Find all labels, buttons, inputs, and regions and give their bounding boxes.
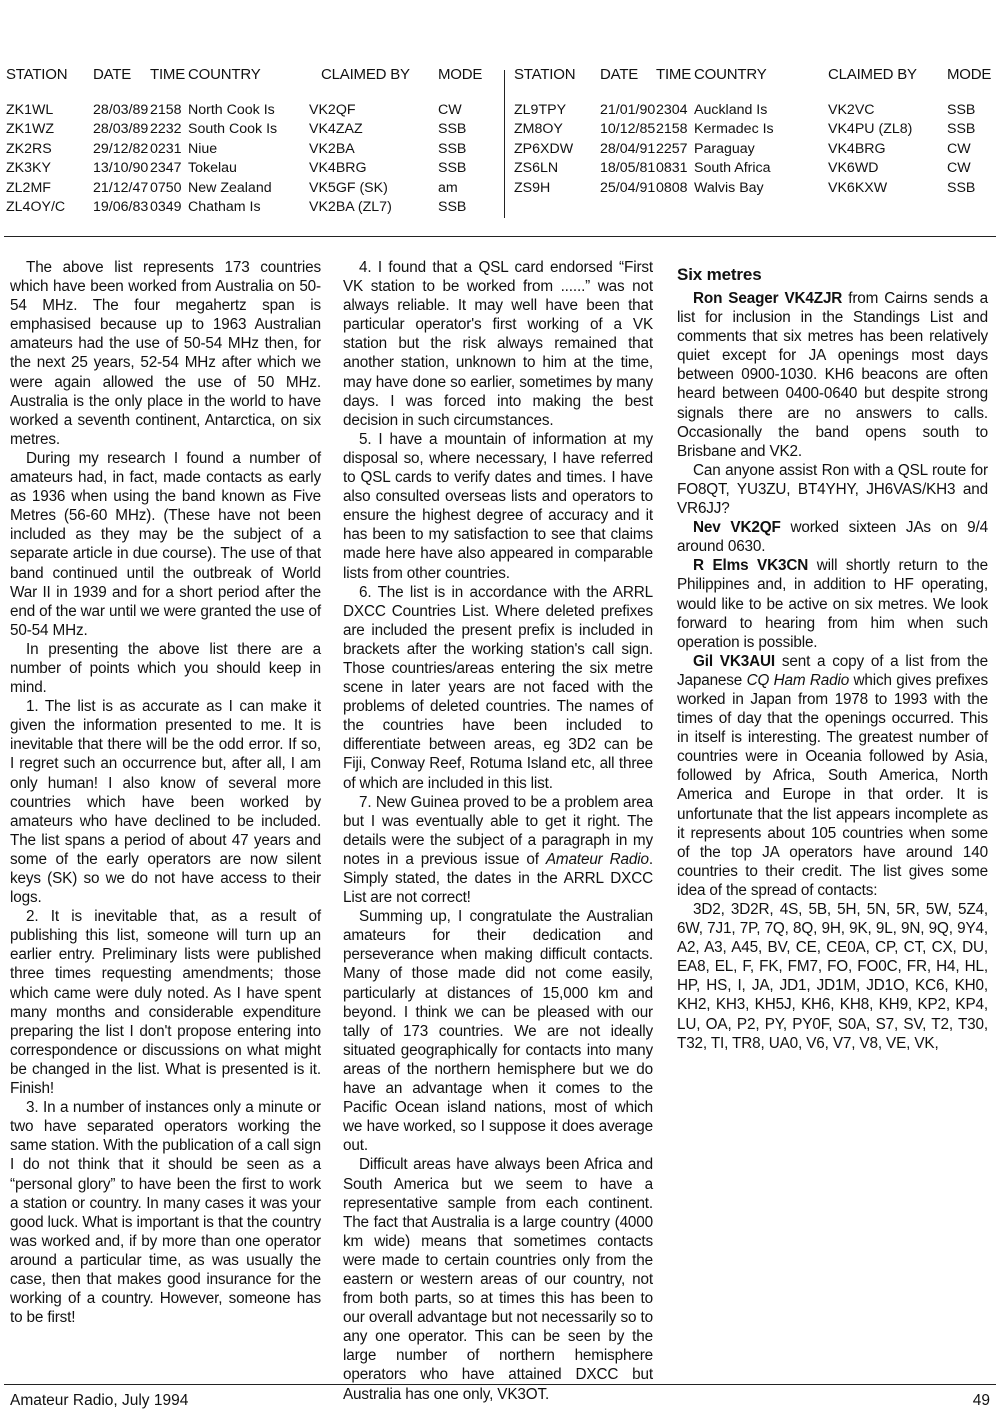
paragraph: [677, 518, 988, 556]
paragraph: 3. In a number of instances only a minute or two have separated operators working the same station. With the publication of a call sign I do not think that it should be seen as a “personal glory” to have been the first to work a station or country. In many cases it was your good luck. What is important is that the country was worked and, if by more than one operator around a particular time, as was usually the case, then that makes good insurance for the working of a country. However, someone has to be first!: [10, 1099, 321, 1327]
cell-mode: CW: [947, 160, 971, 177]
cell-country: Niue: [188, 140, 218, 157]
qso-tables: [6, 66, 996, 232]
table-row: [514, 180, 996, 199]
cell-station: ZS9H: [514, 179, 551, 196]
cell-country: Paraguay: [694, 140, 755, 157]
cell-claimed-by: VK2VC: [828, 102, 875, 118]
operator-name: Gil VK3AUI: [693, 652, 776, 670]
cell-mode: SSB: [947, 121, 976, 138]
cell-claimed-by: VK2QF: [309, 102, 356, 118]
table-row: [6, 121, 496, 140]
table-row: [6, 141, 496, 160]
paragraph: Summing up, I congratulate the Australian amateurs for their dedication and perseverance when making difficult contacts. Many of those made did not come easily, particularly at distances of 15,000 km and beyond. I think we can be pleased with our tally of 173 countries. We are not ideally situated geographically for contacts into many areas of the northern hemisphere but we do have an advantage when it comes to the Pacific Ocean island nations, most of which we have worked, so I suppose it does average out.: [343, 908, 653, 1155]
table-row: [514, 160, 996, 179]
paragraph: [677, 289, 988, 461]
cell-claimed-by: VK4ZAZ: [309, 121, 363, 138]
table-row: [6, 102, 496, 121]
paragraph: 2. It is inevitable that, as a result of publishing this list, someone will turn up an earlier entry. Preliminary lists were published three times requesting amendments; those which came were duly noted. As I have spent many months and considerable expenditure preparing the list I don't propose entering into correspondence or discussions on what might be changed in the list. What is presented is it. Finish!: [10, 908, 321, 1098]
col-station: STATION: [514, 66, 576, 83]
paragraph: 4. I found that a QSL card endorsed “First VK station to be worked from ......” was not always reliable. It may well have been that particular operator's first working of a VK station but the risk always remained that another station, unknown to him at the time, may have done so earlier, sometimes by many days. I was forced into making the best decision in such circumstances.: [343, 259, 653, 429]
cell-time: 2232: [150, 121, 182, 138]
table-row: [514, 121, 996, 140]
paragraph: [343, 793, 653, 908]
cell-mode: SSB: [438, 160, 467, 177]
cell-station: ZM8OY: [514, 121, 563, 138]
cell-date: 29/12/82: [93, 140, 149, 157]
cell-time: 2158: [150, 102, 182, 118]
table-body: [6, 102, 496, 218]
operator-name: Ron Seager VK4ZJR: [693, 290, 843, 307]
col-time: TIME: [656, 66, 692, 83]
cell-time: 2304: [656, 102, 688, 118]
cell-time: 0831: [656, 160, 688, 177]
col-country: COUNTRY: [694, 66, 767, 83]
publication-title: Amateur Radio: [545, 850, 649, 868]
cell-time: 2158: [656, 121, 688, 138]
paragraph: 6. The list is in accordance with the ARRL DXCC Countries List. Where deleted prefixes are included the present prefix is included in brackets after the working station's call sign. Those countries/areas entering the six metre scene in later years are not faced with the problems of deleted countries. The names of the countries have been included to differentiate between areas, eg 3D2 can be Fiji, Conway Reef, Rotuma Island etc, all three of which are included in this list.: [343, 583, 653, 792]
table-row: [6, 180, 496, 199]
cell-station: ZK2RS: [6, 140, 52, 157]
cell-country: Auckland Is: [694, 102, 768, 118]
paragraph: In presenting the above list there are a number of points which you should keep in mind.: [10, 640, 321, 697]
cell-station: ZK3KY: [6, 160, 51, 177]
cell-claimed-by: VK5GF (SK): [309, 179, 388, 196]
footer-divider: [4, 1384, 996, 1385]
cell-date: 21/01/90: [600, 102, 656, 118]
cell-time: 2257: [656, 140, 688, 157]
col-mode: MODE: [438, 66, 483, 83]
cell-station: ZL4OY/C: [6, 198, 66, 215]
cell-claimed-by: VK2BA: [309, 140, 355, 157]
cell-country: New Zealand: [188, 179, 272, 196]
cell-time: 0808: [656, 179, 688, 196]
cell-date: 10/12/85: [600, 121, 656, 138]
table-row: [514, 102, 996, 121]
prefix-list: 3D2, 3D2R, 4S, 5B, 5H, 5N, 5R, 5W, 5Z4, 6W, 7J1, 7P, 7Q, 8Q, 9H, 9K, 9L, 9N, 9Q, 9Y4, A2, A3, A45, BV, CE, CE0A, CP, CT, CX, DU, EA8, EL, F, FK, FM7, FO, FO0C, FR, H4, HL, HP, HS, I, JA, JD1, JD1M, JD1O, KC6, KH0, KH2, KH3, KH5J, KH6, KH8, KH9, KP2, KP4, LU, OA, P2, PY, PY0F, S0A, S7, SV, T2, T30, T32, TI, TR8, UA0, V6, V7, V8, VE, VK,: [677, 901, 988, 1052]
paragraph-text: worked sixteen JAs on 9/4 around 0630.: [677, 519, 988, 556]
column-divider: [504, 70, 505, 218]
cell-date: 21/12/47: [93, 179, 149, 196]
cell-date: 13/10/90: [93, 160, 149, 177]
paragraph-text: from Cairns sends a list for inclusion in the Standings List and comments that six metres has been relatively quiet except for JA openings most days between 0900-1030. KH6 beacons are often heard between 0400-0640 but despite strong signals there are no answers to calls. Occasionally the band opens south to Brisbane and VK2.: [677, 290, 988, 460]
cell-mode: SSB: [438, 121, 467, 138]
cell-time: 0231: [150, 140, 182, 157]
cell-station: ZP6XDW: [514, 140, 574, 157]
cell-mode: SSB: [947, 179, 976, 196]
paragraph-text: which gives prefixes worked in Japan from 1978 to 1993 with the times of day that the openings occurred. This in itself is interesting. The greatest number of countries were in Oceania followed by Asia, followed by Africa, South America, North America and Europe in that order. It is unfortunate that the list appears incomplete as it represents about 105 countries when some of the top JA operators have around 140 countries to their credit. The list gives some idea of the spread of contacts:: [677, 671, 988, 899]
publication-title: CQ Ham Radio: [746, 671, 850, 689]
cell-claimed-by: VK2BA (ZL7): [309, 198, 392, 215]
col-time: TIME: [150, 66, 186, 83]
table-left: [6, 66, 496, 218]
text-column-2: [343, 258, 653, 1404]
page-number: 49: [972, 1392, 990, 1409]
paragraph: [677, 556, 988, 651]
cell-claimed-by: VK4BRG: [309, 160, 367, 177]
cell-country: Tokelau: [188, 160, 237, 177]
paragraph: Can anyone assist Ron with a QSL route for FO8QT, YU3ZU, BT4YHY, JH6VAS/KH3 and VR6JJ?: [677, 461, 988, 518]
text-column-1: [10, 258, 321, 1327]
table-header: [514, 66, 996, 102]
cell-country: Walvis Bay: [694, 179, 764, 196]
operator-name: Nev VK2QF: [693, 519, 781, 537]
cell-time: 0349: [150, 198, 182, 215]
table-header: [6, 66, 496, 102]
paragraph: [677, 652, 988, 900]
paragraph: 1. The list is as accurate as I can make it given the information presented to me. It is inevitable that there will be the odd error. If so, I regret such an occurrence but, after all, I am only human! I also know of several more countries which have been worked by amateurs who have declined to be included. The list spans a period of about 47 years and some of the early operators are now silent keys (SK) so we do not have access to their logs.: [10, 698, 321, 907]
cell-date: 28/03/89: [93, 121, 149, 138]
paragraph: During my research I found a number of amateurs had, in fact, made contacts as early as 1936 when using the band known as Five Metres (56-60 MHz). (These have not been included as they may be the subject of a separate article in due course). The use of that band continued until the outbreak of World War II in 1939 and for a short period after the end of the war until we were granted the use of 50-54 MHz.: [10, 449, 321, 639]
paragraph-text: sent a copy of a list from the Japanese: [677, 652, 988, 689]
col-date: DATE: [600, 66, 639, 83]
table-right: [514, 66, 996, 199]
cell-claimed-by: VK4BRG: [828, 140, 886, 157]
paragraph-text: 7. New Guinea proved to be a problem area but I was eventually able to get it right. The details were the subject of a paragraph in my notes in a previous issue of: [343, 793, 653, 868]
paragraph: The above list represents 173 countries which have been worked from Australia on 50-54 MHz. The four megahertz span is emphasised because up to 1963 Australian amateurs had the use of 50-54 MHz then, for the next 25 years, 52-54 MHz after which we were again allowed the use of 50 MHz. Australia is the only place in the world to have worked a seventh continent, Antarctica, on six metres.: [10, 259, 321, 448]
table-row: [6, 160, 496, 179]
cell-claimed-by: VK6KXW: [828, 179, 888, 196]
cell-date: 28/04/91: [600, 140, 656, 157]
cell-claimed-by: VK6WD: [828, 160, 879, 177]
cell-date: 28/03/89: [93, 102, 149, 118]
table-body: [514, 102, 996, 199]
page-footer: [10, 1392, 990, 1410]
cell-date: 19/06/83: [93, 198, 149, 215]
cell-station: ZK1WL: [6, 102, 54, 118]
paragraph-text: will shortly return to the Philippines and, in addition to HF operating, would like to be active on six metres. We look forward to hearing from him when such operation is possible.: [677, 557, 988, 651]
table-row: [514, 141, 996, 160]
cell-mode: SSB: [438, 198, 467, 215]
cell-claimed-by: VK4PU (ZL8): [828, 121, 913, 138]
cell-mode: CW: [947, 140, 971, 157]
col-claimed-by: CLAIMED BY: [321, 66, 410, 83]
cell-mode: am: [438, 179, 458, 196]
operator-name: R Elms VK3CN: [693, 557, 809, 575]
col-mode: MODE: [947, 66, 992, 83]
cell-date: 25/04/91: [600, 179, 656, 196]
cell-country: South Africa: [694, 160, 771, 177]
paragraph: 5. I have a mountain of information at my disposal so, where necessary, I have referred to QSL cards to verify dates and times. I have also consulted overseas lists and operators to ensure the highest degree of accuracy and it has been to my satisfaction to see that claims made here have also appeared in comparable lists from other countries.: [343, 430, 653, 582]
text-column-3: [677, 258, 988, 1053]
table-row: [6, 199, 496, 218]
cell-time: 2347: [150, 160, 182, 177]
cell-country: South Cook Is: [188, 121, 278, 138]
cell-country: Chatham Is: [188, 198, 261, 215]
col-claimed-by: CLAIMED BY: [828, 66, 917, 83]
section-heading: Six metres: [677, 265, 762, 284]
cell-station: ZS6LN: [514, 160, 559, 177]
col-date: DATE: [93, 66, 132, 83]
publication-name: Amateur Radio, July 1994: [10, 1392, 189, 1409]
paragraph: Difficult areas have always been Africa and South America but we seem to have a representative sample from each continent. The fact that Australia is a large country (4000 km wide) means that sometimes contacts were made to certain countries only from the eastern or western areas of our country, not from both parts, so at times this has been to our overall advantage but not necessarily so to any one operator. This can be seen by the large number of northern hemisphere operators who have attained DXCC but Australia has one only, VK3OT.: [343, 1156, 653, 1403]
col-station: STATION: [6, 66, 68, 83]
cell-country: Kermadec Is: [694, 121, 774, 138]
cell-mode: CW: [438, 102, 462, 118]
cell-station: ZL9TPY: [514, 102, 567, 118]
col-country: COUNTRY: [188, 66, 261, 83]
paragraph-text: . Simply stated, the dates in the ARRL DXCC List are not correct!: [343, 850, 653, 907]
cell-station: ZK1WZ: [6, 121, 55, 138]
section-divider: [4, 236, 996, 237]
cell-mode: SSB: [438, 140, 467, 157]
cell-station: ZL2MF: [6, 179, 51, 196]
cell-date: 18/05/81: [600, 160, 656, 177]
cell-time: 0750: [150, 179, 182, 196]
cell-mode: SSB: [947, 102, 976, 118]
cell-country: North Cook Is: [188, 102, 275, 118]
